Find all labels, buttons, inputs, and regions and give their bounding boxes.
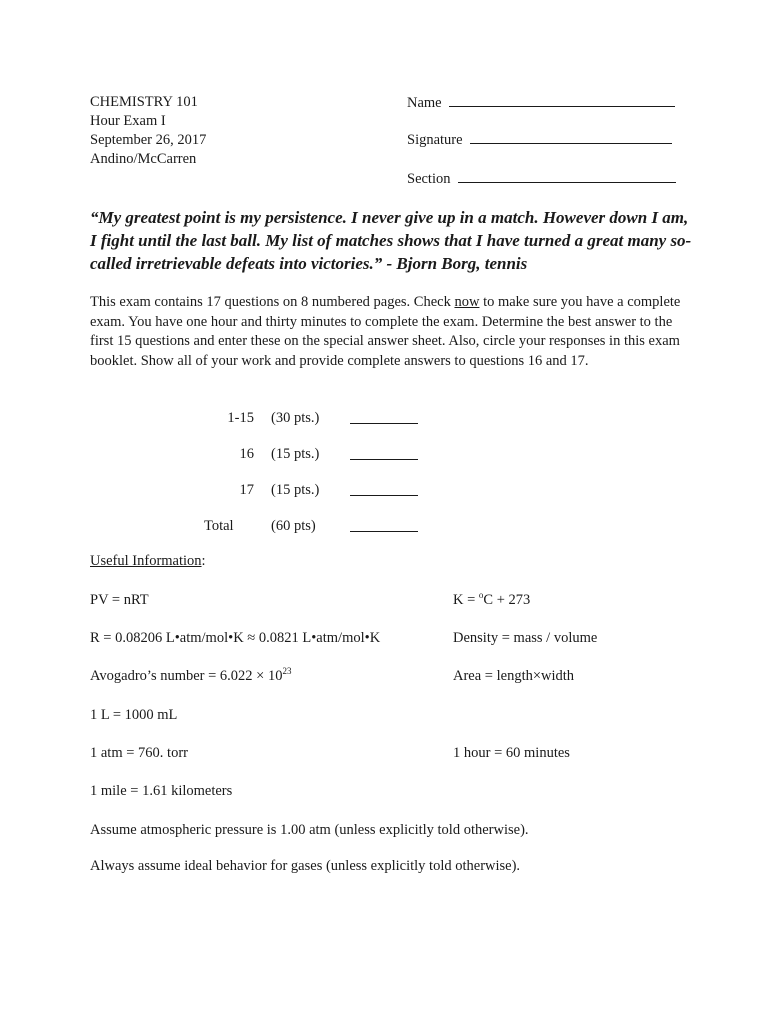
exam-date: September 26, 2017	[90, 132, 207, 148]
section-label: Section	[407, 171, 451, 187]
kelvin-pre: K =	[453, 592, 479, 608]
name-label: Name	[407, 95, 442, 111]
avogadro-number	[90, 667, 291, 686]
instructors: Andino/McCarren	[90, 151, 197, 167]
useful-info-heading	[90, 552, 206, 571]
score-total-blank[interactable]	[350, 517, 418, 538]
motivational-quote: “My greatest point is my persistence. I never give up in a match. However down I am, I fight until the last ball. My list of matches shows that I have turned a great many so-called irretrievable defeats into victories.” - Bjorn Borg, tennis	[90, 208, 692, 273]
kelvin-conversion	[453, 591, 530, 610]
score-row-blank[interactable]	[350, 481, 418, 502]
pressure-assumption: Assume atmospheric pressure is 1.00 atm (unless explicitly told otherwise).	[90, 822, 529, 838]
name-blank[interactable]	[449, 93, 675, 107]
score-row-label: 1-15	[227, 410, 254, 426]
score-row-label: 16	[239, 446, 254, 462]
score-row-label: 17	[239, 482, 254, 498]
area-formula: Area = length×width	[453, 668, 575, 684]
section-blank[interactable]	[458, 169, 676, 183]
instructions-now: now	[454, 294, 480, 310]
signature-field[interactable]	[407, 130, 672, 150]
useful-info-heading-text: Useful Information	[90, 553, 202, 569]
gas-constant: R = 0.08206 L•atm/mol•K ≈ 0.0821 L•atm/mol•K	[90, 630, 381, 646]
exam-instructions	[90, 293, 690, 371]
avogadro-base: Avogadro’s number = 6.022 × 10	[90, 668, 283, 684]
course-title: CHEMISTRY 101	[90, 94, 198, 110]
liter-conversion: 1 L = 1000 mL	[90, 707, 178, 723]
instructions-part-2: to make sure you have a complete exam. You have one hour and thirty minutes to complete the exam. Determine the best answer to the first 15 questions and enter these on the special answer sheet. Also, circle your responses in this exam booklet. Show all of your work and provide complete answers to questions 16 and 17.	[90, 294, 681, 369]
ideal-gas-law: PV = nRT	[90, 592, 149, 608]
score-row-points: (15 pts.)	[271, 446, 320, 462]
degree-mark: o	[478, 590, 484, 600]
ideal-gas-assumption: Always assume ideal behavior for gases (unless explicitly told otherwise).	[90, 858, 521, 874]
kelvin-post: C + 273	[483, 592, 531, 608]
score-row-blank[interactable]	[350, 445, 418, 466]
atm-conversion: 1 atm = 760. torr	[90, 745, 188, 761]
score-row-blank[interactable]	[350, 409, 418, 430]
exam-header-info	[90, 93, 206, 169]
signature-blank[interactable]	[470, 130, 672, 144]
instructions-part-1: This exam contains 17 questions on 8 numbered pages. Check	[90, 294, 455, 310]
name-field[interactable]	[407, 93, 675, 113]
density-formula: Density = mass / volume	[453, 630, 598, 646]
score-row-points: (30 pts.)	[271, 410, 320, 426]
section-field[interactable]	[407, 169, 676, 189]
mile-conversion: 1 mile = 1.61 kilometers	[90, 783, 233, 799]
exam-title: Hour Exam I	[90, 113, 166, 129]
hour-conversion: 1 hour = 60 minutes	[453, 745, 570, 761]
score-total-points: (60 pts)	[271, 518, 316, 534]
useful-info-colon: :	[201, 553, 206, 569]
signature-label: Signature	[407, 132, 463, 148]
avogadro-exponent: 23	[282, 666, 292, 676]
score-row-points: (15 pts.)	[271, 482, 320, 498]
score-total-label: Total	[204, 518, 234, 534]
